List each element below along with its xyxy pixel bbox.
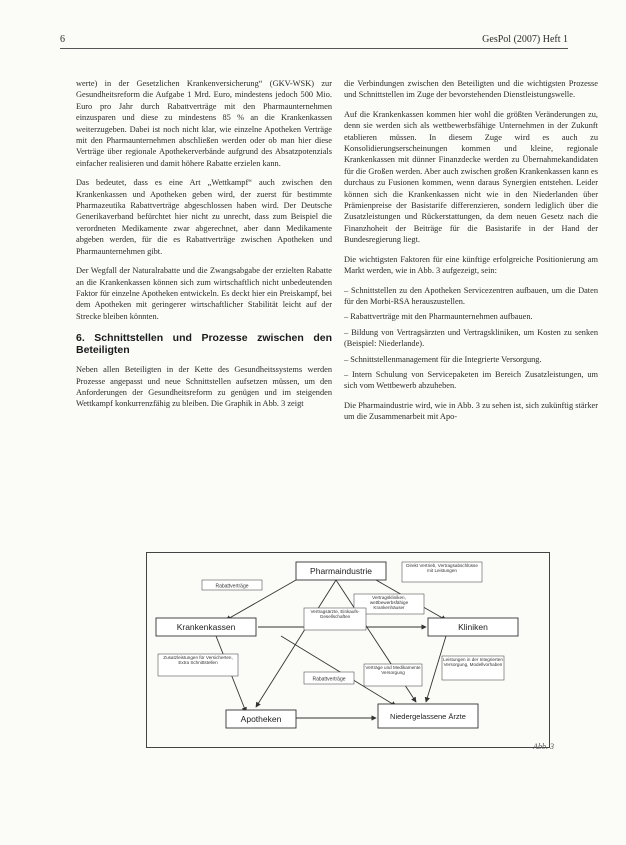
paragraph: die Verbindungen zwischen den Beteiligten und die wichtigsten Prozesse und Schnittstellen im Zuge der bevorstehenden Dienstleistungswelle.	[344, 79, 598, 100]
right-column	[344, 78, 598, 431]
node-kliniken: Kliniken	[458, 622, 488, 632]
list-item: – Schnittstellenmanagement für die Integrierte Versorgung.	[344, 354, 542, 364]
paragraph: Die Pharmaindustrie wird, wie in Abb. 3 zu sehen ist, sich zukünftig stärker um die Zusammenarbeit mit Apo-	[344, 400, 598, 422]
paragraph: Auf die Krankenkassen kommen hier wohl die größten Veränderungen zu, denn sie werden sich als wettbewerbsfähige Unternehmen in der Zukunft etablieren müssen. In diesem Zuge wird es auch zu Konsolidierungserscheinungen kommen und kleine, regionale Krankenkassen mit dünner Finanzdecke werden zu Übernahmekandidaten für die Großen werden. Aber auch zwischen großen Krankenkassen kann es durchaus zu Fusionen kommen, wenn daraus Synergien entstehen. Leider können sich die Krankenkassen nicht wie in den Niederlanden über Prämienpreise der Basistarife differenzieren, sondern lediglich über die Zusatzleistungen und Rückerstattungen, da dem neuen Gesetz nach die Finanzhoheit der Beiträge für die Basistarife in der Hand der Bundesregierung liegt.	[344, 109, 598, 245]
node-aerzte: Niedergelassene Ärzte	[390, 712, 466, 721]
paragraph: werte) in der Gesetzlichen Krankenversicherung“ (GKV-WSK) zur Gesundheitsreform die Aufgabe 1 Mrd. Euro, mindestens jedoch 500 Mio. Euro pro Jahr durch Rabattverträge mit den Pharmaunternehmen einzusparen und diese zu mindestens 85 % an die Krankenkassen weiterzugeben. Dabei ist noch nicht klar, wie einzelne Apotheken Verträge mit den Pharmaunternehmen abschließen werden oder ob man hier diese Verträge über regionale Apothekerverbände aufgrund des Absatzpotenzials einfacher realisieren und damit höhere Rabatte erzielen kann.	[76, 79, 332, 168]
figure-caption: Abb. 3	[533, 742, 554, 751]
paragraph: Die wichtigsten Faktoren für eine künftige erfolgreiche Positionierung am Markt werden, wie in Abb. 3 aufgezeigt, sein:	[344, 254, 598, 276]
list-item: – Bildung von Vertragsärzten und Vertragskliniken, um Kosten zu senken (Beispiel: Niederlande).	[344, 327, 598, 349]
list-item: – Intern Schulung von Servicepaketen im Bereich Zusatzleistungen, um sich vom Wettbewerb abzuheben.	[344, 369, 598, 391]
label-rabatt-mid: Rabattverträge	[312, 676, 346, 683]
label-rabatt-top: Rabattverträge	[215, 583, 249, 590]
list-item: – Schnittstellen zu den Apotheken Servicezentren aufbauen, um die Daten für den Morbi-RSA herauszustellen.	[344, 285, 598, 306]
label-direkt: Direkt Vertrieb, Vertragsabschlüsse mit Leistungen	[406, 563, 478, 574]
label-vertrag-kliniken: Vertragskliniken, wettbewerbsfähige Krankenhäuser	[369, 595, 409, 611]
list-item: – Rabattverträge mit den Pharmaunternehmen aufbauen.	[344, 312, 533, 322]
label-zusatz: Zusatzleistungen für Versicherten, Extra Schnittstellen	[163, 655, 233, 666]
journal-header: GesPol (2007) Heft 1	[482, 34, 568, 45]
node-kassen: Krankenkassen	[176, 622, 236, 632]
header-rule	[60, 48, 568, 49]
paragraph: Der Wegfall der Naturalrabatte und die Zwangsabgabe der erzielten Rabatte an die Krankenkassen können sich zum wirtschaftlich nicht unbedeutenden Faktor für einzelne Apotheken entwickeln. Es deckt hier ein Preiskampf, bei dem Apotheken mit geringerer wirtschaftlicher Stabilität leicht auf der Strecke bleiben könnten.	[76, 266, 332, 321]
figure-diagram	[146, 552, 550, 748]
paragraph: Das bedeutet, dass es eine Art „Wettkampf“ auch zwischen den Krankenkassen und Apotheken geben wird, der zuerst für bestimmte Pharmazeutika Rabattverträge abgeschlossen haben wird. Der Deutsche Generikaverband befürchtet hier nicht zu unrecht, dass zum Beispiel die verordneten Medikamente zwar abgerechnet, aber dann Medikamente abgeben werden, für die es Rabattverträge zwischen Apotheken und Pharmaunternehmen gibt.	[76, 178, 332, 256]
section-title: 6. Schnittstellen und Prozesse zwischen den Beteiligten	[76, 332, 332, 357]
left-column	[76, 78, 332, 418]
label-integriert: Leistungen in der Integrierten Versorgung, Modellvorhaben	[443, 657, 503, 668]
page-number: 6	[60, 34, 65, 45]
paragraph: Neben allen Beteiligten in der Kette des Gesundheitssystems werden Prozesse angepasst und neue Schnittstellen aufsetzen müssen, um den Anforderungen der Gesundheitsreform zu genügen und im steigenden Wettkampf konkurrenzfähig zu bleiben. Die Graphik in Abb. 3 zeigt	[76, 365, 332, 409]
node-pharma: Pharmaindustrie	[310, 566, 372, 576]
node-apotheken: Apotheken	[240, 714, 282, 724]
label-traeger: Verträge und Medikamente Versorgung	[365, 665, 421, 676]
label-vertrag-aerzte: Vertragsärzte, Einkaufs-Gesellschaften	[310, 609, 360, 620]
